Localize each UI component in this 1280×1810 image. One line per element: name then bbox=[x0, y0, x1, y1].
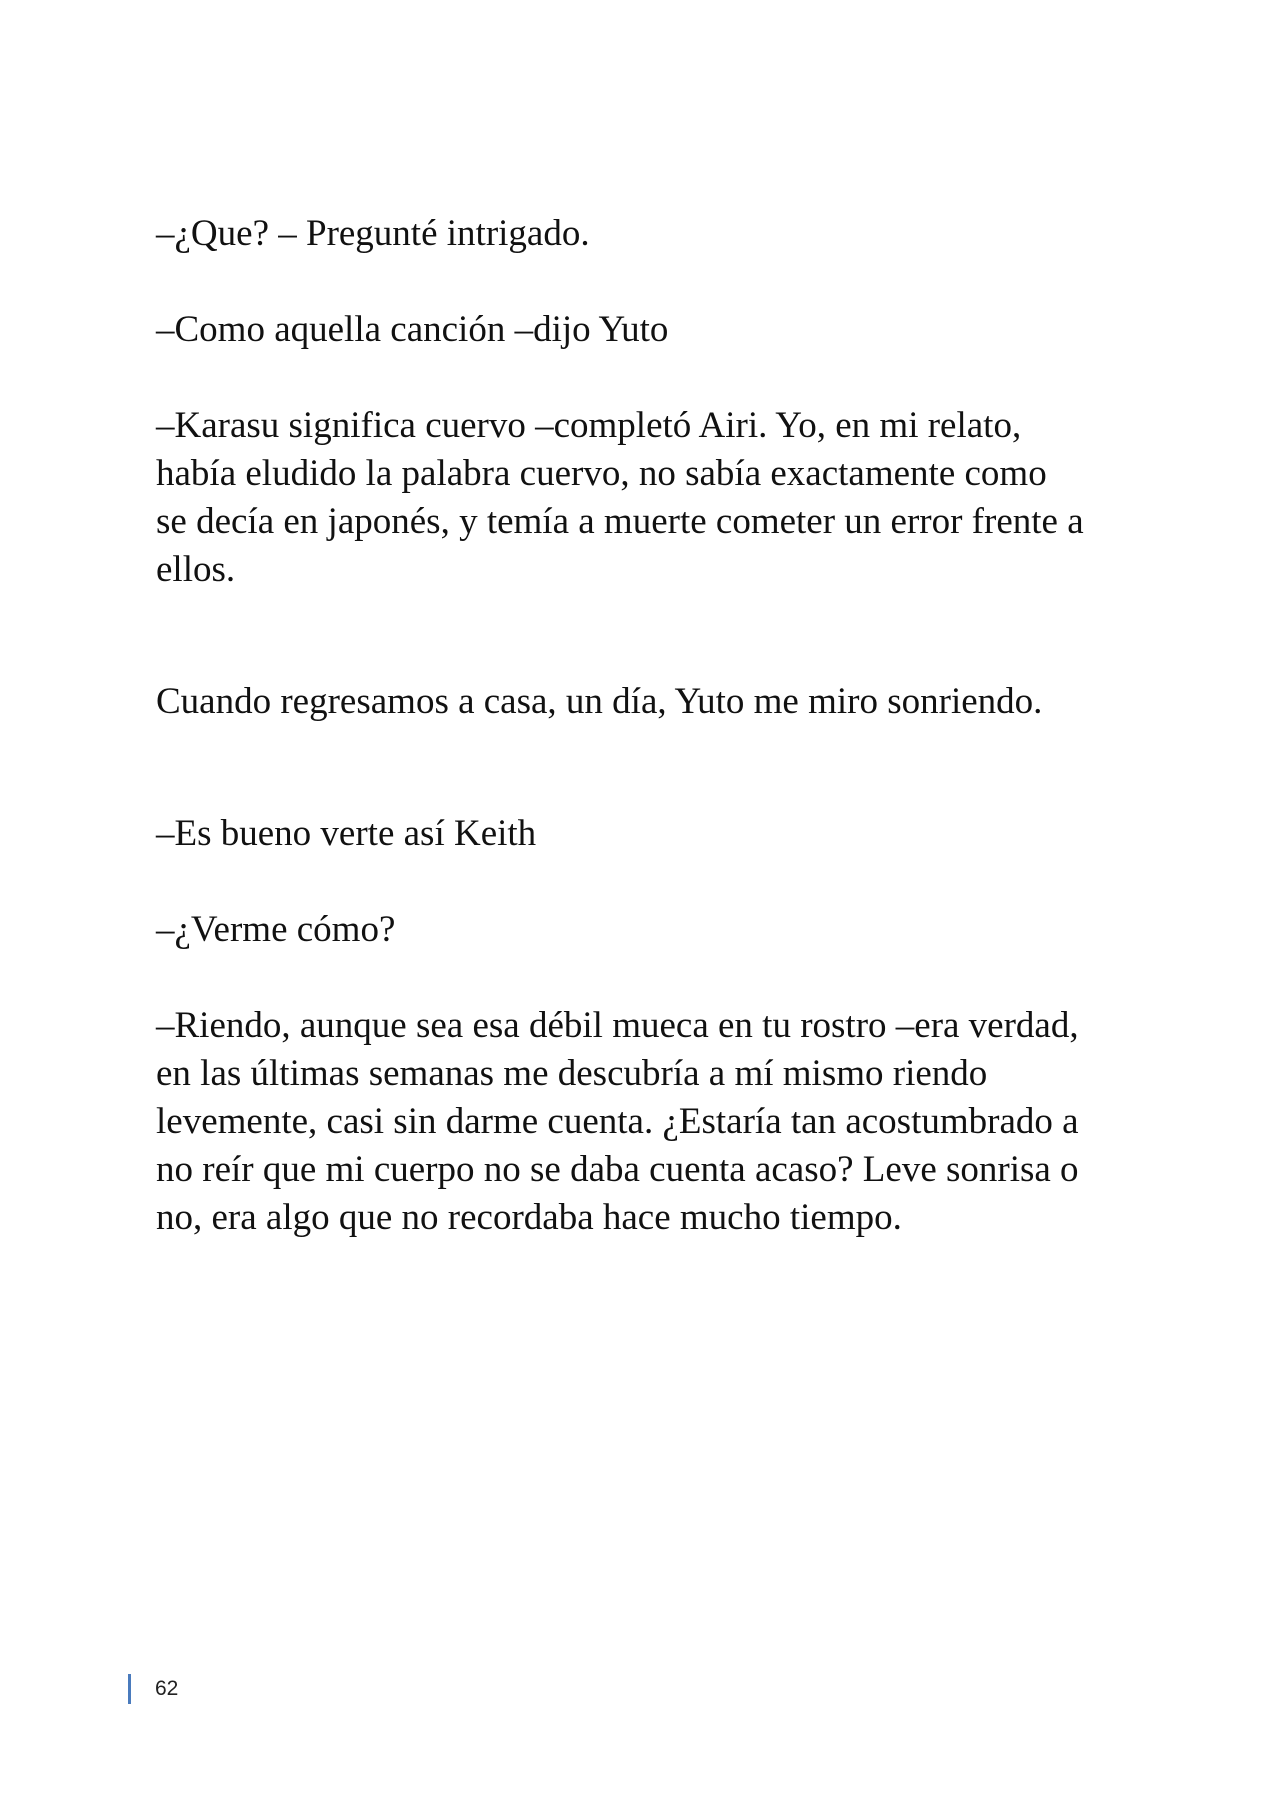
paragraph-line: –Riendo, aunque sea esa débil mueca en tu rostro –era verdad, bbox=[156, 1005, 1079, 1046]
paragraph-line: levemente, casi sin darme cuenta. ¿Estaría tan acostumbrado a bbox=[156, 1101, 1079, 1142]
paragraph-3 bbox=[156, 402, 1146, 594]
paragraph-line: Cuando regresamos a casa, un día, Yuto me miro sonriendo. bbox=[156, 681, 1043, 722]
paragraph-6 bbox=[156, 906, 1146, 954]
paragraph-line: –Es bueno verte así Keith bbox=[156, 813, 537, 854]
paragraph-line: –Como aquella canción –dijo Yuto bbox=[156, 309, 669, 350]
paragraph-4 bbox=[156, 678, 1146, 726]
paragraph-1 bbox=[156, 210, 1146, 258]
paragraph-line: había eludido la palabra cuervo, no sabía exactamente como bbox=[156, 453, 1047, 494]
paragraph-line: en las últimas semanas me descubría a mí mismo riendo bbox=[156, 1053, 988, 1094]
page-number: 62 bbox=[155, 1677, 179, 1700]
footer-accent-bar bbox=[128, 1674, 131, 1704]
paragraph-5 bbox=[156, 810, 1146, 858]
body-text bbox=[156, 210, 1146, 1242]
paragraph-2 bbox=[156, 306, 1146, 354]
paragraph-line: –¿Verme cómo? bbox=[156, 909, 396, 950]
paragraph-line: –Karasu significa cuervo –completó Airi. Yo, en mi relato, bbox=[156, 405, 1022, 446]
paragraph-7 bbox=[156, 1002, 1146, 1242]
paragraph-line: no, era algo que no recordaba hace mucho tiempo. bbox=[156, 1197, 902, 1238]
paragraph-line: –¿Que? – Pregunté intrigado. bbox=[156, 213, 590, 254]
page-footer bbox=[128, 1672, 178, 1706]
paragraph-line: se decía en japonés, y temía a muerte cometer un error frente a bbox=[156, 501, 1084, 542]
paragraph-line: no reír que mi cuerpo no se daba cuenta acaso? Leve sonrisa o bbox=[156, 1149, 1079, 1190]
paragraph-line: ellos. bbox=[156, 549, 236, 590]
